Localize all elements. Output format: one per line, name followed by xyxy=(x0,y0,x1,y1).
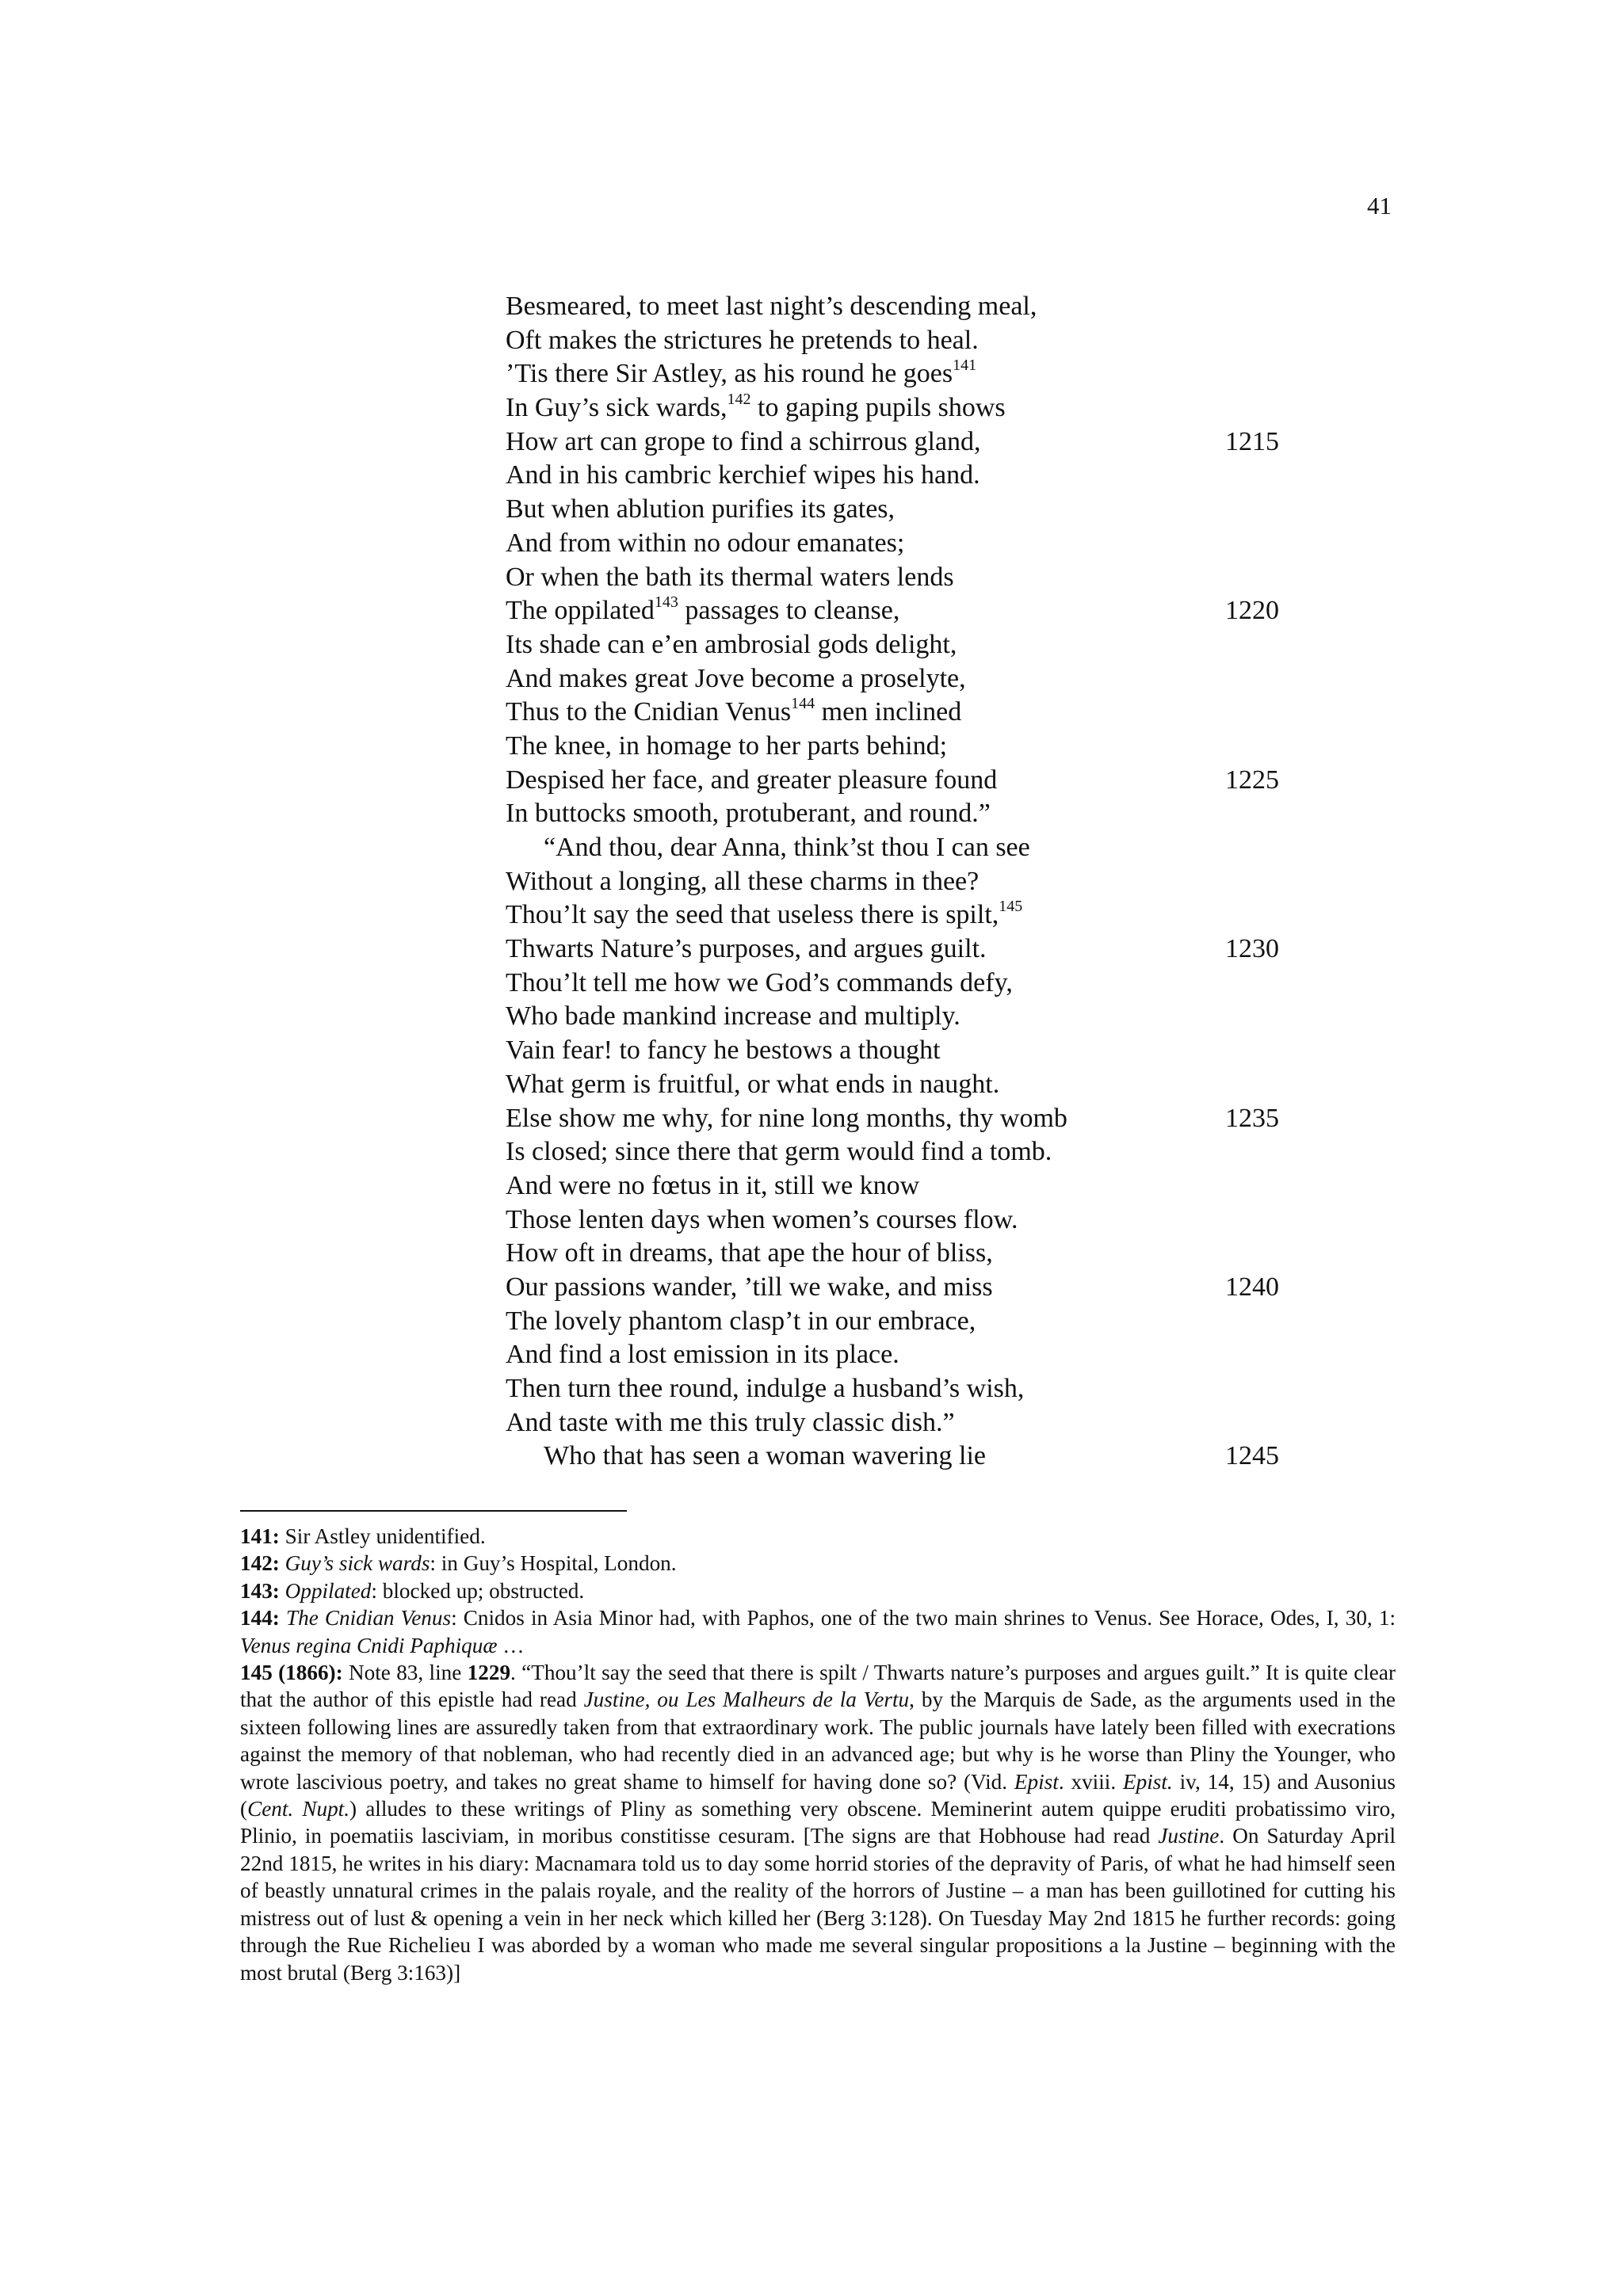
verse-text xyxy=(506,833,1030,862)
verse-text xyxy=(506,494,895,524)
footnote-label: 143: xyxy=(240,1578,280,1603)
text-run: Besmeared, to meet last night’s descending meal, xyxy=(506,292,1037,321)
line-number: 1240 xyxy=(1225,1272,1279,1302)
footnote xyxy=(240,1550,1396,1577)
text-run: : Cnidos in Asia Minor had, with Paphos, one of the two main shrines to Venus. See Horace, Odes, I, 30, 1: xyxy=(451,1606,1396,1630)
verse-line xyxy=(506,1068,1298,1102)
verse-line xyxy=(506,1135,1298,1169)
verse-text xyxy=(506,359,976,388)
text-run: And find a lost emission in its place. xyxy=(506,1340,899,1370)
footnote-label: 144: xyxy=(240,1606,280,1630)
footnote-label: 1229 xyxy=(467,1661,511,1685)
italic-text: Cent. Nupt. xyxy=(247,1797,350,1821)
verse-line xyxy=(506,1372,1298,1406)
italic-text: Justine xyxy=(1158,1824,1220,1848)
text-run: Who that has seen a woman wavering lie xyxy=(544,1441,986,1471)
text-run: Thou’lt say the seed that useless there is spilt, xyxy=(506,900,999,930)
line-number: 1230 xyxy=(1225,934,1279,964)
italic-text: Guy’s sick wards xyxy=(285,1551,430,1576)
verse-text xyxy=(506,528,904,558)
text-run: Or when the bath its thermal waters lends xyxy=(506,562,954,592)
italic-text: Venus regina Cnidi Paphiquæ xyxy=(240,1633,498,1657)
text-run: And makes great Jove become a proselyte, xyxy=(506,663,966,693)
text-run xyxy=(280,1606,286,1630)
verse-line xyxy=(506,594,1298,628)
footnote-label: 141: xyxy=(240,1524,280,1548)
text-run: Vain fear! to fancy he bestows a thought xyxy=(506,1035,941,1066)
text-run: Else show me why, for nine long months, thy womb xyxy=(506,1103,1067,1133)
text-run: Is closed; since there that germ would find a tomb. xyxy=(506,1137,1052,1167)
line-number: 1225 xyxy=(1225,765,1279,795)
footnote-ref: 144 xyxy=(791,694,815,712)
footnote-label: 145 (1866): xyxy=(240,1661,343,1685)
text-run: The knee, in homage to her parts behind; xyxy=(506,730,948,761)
italic-text: The Cnidian Venus xyxy=(285,1606,452,1630)
text-run: And taste with me this truly classic dish.” xyxy=(506,1407,955,1437)
text-run: Those lenten days when women’s courses flow. xyxy=(506,1204,1018,1234)
text-run: Its shade can e’en ambrosial gods delight, xyxy=(506,629,957,659)
verse-text xyxy=(506,1408,955,1437)
text-run xyxy=(280,1579,285,1603)
page-number: 41 xyxy=(1367,192,1392,219)
text-run: Then turn thee round, indulge a husband’s wish, xyxy=(506,1374,1025,1403)
verse-text xyxy=(506,427,981,456)
verse-text xyxy=(506,460,980,490)
verse-text xyxy=(506,1374,1024,1403)
verse-line xyxy=(506,831,1298,865)
verse-text xyxy=(506,326,979,355)
verse-text xyxy=(506,731,947,761)
text-run: In buttocks smooth, protuberant, and round.” xyxy=(506,799,991,829)
verse-text xyxy=(506,664,966,693)
poem-body xyxy=(506,290,1298,1474)
verse-text xyxy=(506,563,954,592)
text-run: Oft makes the strictures he pretends to heal. xyxy=(506,325,979,355)
footnotes xyxy=(240,1523,1396,1986)
text-run: Thou’lt tell me how we God’s commands defy, xyxy=(506,967,1013,997)
verse-line xyxy=(506,1237,1298,1271)
footnote xyxy=(240,1604,1396,1659)
text-run: Sir Astley unidentified. xyxy=(279,1524,486,1548)
verse-line xyxy=(506,1406,1298,1440)
verse-text xyxy=(506,593,900,626)
text-run: “And thou, dear Anna, think’st thou I can see xyxy=(544,833,1030,862)
text-run: But when ablution purifies its gates, xyxy=(506,494,896,524)
verse-line xyxy=(506,662,1298,696)
line-number: 1245 xyxy=(1225,1441,1279,1471)
verse-text xyxy=(506,630,957,659)
verse-text xyxy=(506,1104,1067,1133)
verse-text xyxy=(506,1238,993,1268)
line-number: 1220 xyxy=(1225,596,1279,626)
line-number: 1215 xyxy=(1225,426,1279,456)
verse-text xyxy=(506,292,1037,321)
verse-text xyxy=(506,1272,993,1302)
footnote xyxy=(240,1659,1396,1986)
verse-line xyxy=(506,1271,1298,1305)
verse-text xyxy=(506,1171,919,1200)
verse-line xyxy=(506,290,1298,324)
verse-line xyxy=(506,764,1298,798)
verse-text xyxy=(506,765,997,795)
footnote-label: 142: xyxy=(240,1551,280,1576)
verse-text xyxy=(506,1035,941,1065)
footnote-separator xyxy=(240,1510,627,1512)
text-run: . xviii. xyxy=(1058,1769,1124,1794)
text-run: , by the Marquis de Sade, as the arguments used in the sixteen following lines are assuredly taken from that extraordinary work. The public journals have lately been filled with execrations against the memory of that nobleman, who had recently died in an advanced age; but why is he worse than Pliny the Younger, who wrote lascivious poetry, and takes no great shame to himself for having done so? (Vid. xyxy=(240,1688,1396,1794)
text-run: … xyxy=(497,1633,525,1657)
text-run: iv, 14, 15) and Ausonius ( xyxy=(240,1769,1396,1821)
text-run: ’Tis there Sir Astley, as his round he goes xyxy=(506,359,953,389)
verse-text xyxy=(506,390,1006,423)
text-run: . “Thou’lt say the seed that there is spilt / Thwarts nature’s purposes and argues guilt.” It is quite clear that the author of this epistle had read xyxy=(240,1661,1396,1712)
text-run: And from within no odour emanates; xyxy=(506,528,905,558)
text-run: Without a longing, all these charms in thee? xyxy=(506,866,980,896)
text-run: Note 83, line xyxy=(342,1661,468,1685)
text-run: And were no fœtus in it, still we know xyxy=(506,1170,920,1200)
footnote-ref: 143 xyxy=(654,593,678,611)
verse-text xyxy=(506,1441,986,1470)
verse-text xyxy=(506,934,987,963)
italic-text: Justine, ou Les Malheurs de la Vertu xyxy=(583,1688,910,1712)
verse-line xyxy=(506,1305,1298,1339)
text-run: The oppilated xyxy=(506,596,655,626)
text-run: What germ is fruitful, or what ends in naught. xyxy=(506,1069,1000,1099)
verse-line xyxy=(506,357,1298,391)
verse-text xyxy=(506,799,991,828)
footnote-ref: 141 xyxy=(953,357,977,375)
verse-line xyxy=(506,797,1298,831)
text-run: passages to cleanse, xyxy=(678,596,900,626)
verse-line xyxy=(506,493,1298,527)
verse-line xyxy=(506,324,1298,358)
verse-line xyxy=(506,1034,1298,1068)
verse-line xyxy=(506,527,1298,561)
text-run: Who bade mankind increase and multiply. xyxy=(506,1001,960,1032)
verse-line xyxy=(506,1000,1298,1034)
verse-line xyxy=(506,730,1298,764)
verse-line xyxy=(506,391,1298,425)
italic-text: Epist. xyxy=(1123,1769,1173,1794)
footnote-ref: 145 xyxy=(999,898,1023,916)
text-run: How oft in dreams, that ape the hour of bliss, xyxy=(506,1238,993,1268)
verse-line xyxy=(506,1203,1298,1238)
verse-line xyxy=(506,865,1298,899)
text-run: How art can grope to find a schirrous gland, xyxy=(506,426,981,456)
text-run: to gaping pupils shows xyxy=(750,393,1006,423)
verse-line xyxy=(506,628,1298,662)
verse-line xyxy=(506,1169,1298,1203)
text-run: men inclined xyxy=(815,697,962,727)
verse-text xyxy=(506,900,1022,929)
verse-line xyxy=(506,1338,1298,1372)
verse-text xyxy=(506,1070,999,1099)
text-run: ) alludes to these writings of Pliny as something very obscene. Meminerint autem quippe eruditi probatissimo viro, Plinio, in poematiis lasciviam, in moribus constitisse cesuram. [The signs are that Hobhouse had read xyxy=(240,1797,1396,1848)
verse-line xyxy=(506,1440,1298,1474)
line-number: 1235 xyxy=(1225,1103,1279,1133)
text-run xyxy=(280,1551,285,1575)
verse-line xyxy=(506,967,1298,1001)
italic-text: Epist xyxy=(1014,1769,1059,1794)
verse-text xyxy=(506,1137,1052,1166)
verse-text xyxy=(506,1306,976,1336)
text-run: Thus to the Cnidian Venus xyxy=(506,697,792,727)
verse-line xyxy=(506,459,1298,493)
italic-text: Oppilated xyxy=(285,1578,372,1603)
text-run: Thwarts Nature’s purposes, and argues guilt. xyxy=(506,934,987,964)
footnote-ref: 142 xyxy=(727,390,751,408)
text-run: : in Guy’s Hospital, London. xyxy=(430,1551,677,1576)
verse-line xyxy=(506,933,1298,967)
text-run: The lovely phantom clasp’t in our embrace, xyxy=(506,1306,976,1336)
text-run: Our passions wander, ’till we wake, and miss xyxy=(506,1272,993,1302)
text-run: Despised her face, and greater pleasure found xyxy=(506,765,998,795)
text-run: And in his cambric kerchief wipes his hand. xyxy=(506,460,980,490)
verse-text xyxy=(506,694,962,727)
verse-text xyxy=(506,1205,1018,1234)
text-run: In Guy’s sick wards, xyxy=(506,393,727,423)
verse-text xyxy=(506,1340,899,1369)
verse-line xyxy=(506,1102,1298,1136)
verse-line xyxy=(506,898,1298,933)
verse-text xyxy=(506,1001,960,1031)
footnote xyxy=(240,1577,1396,1604)
verse-text xyxy=(506,867,979,896)
text-run: : blocked up; obstructed. xyxy=(371,1578,585,1603)
verse-line xyxy=(506,561,1298,595)
verse-line xyxy=(506,425,1298,460)
verse-line xyxy=(506,696,1298,730)
verse-text xyxy=(506,968,1013,997)
footnote xyxy=(240,1523,1396,1550)
text-run: . On Saturday April 22nd 1815, he writes in his diary: Macnamara told us to day some horrid stories of the depravity of Paris, of what he had himself seen of beastly unnatural crimes in the palais royale, and the reality of the horrors of Justine – a man has been guillotined for cutting his mistress out of lust & opening a vein in her neck which killed her (Berg 3:128). On Tuesday May 2nd 1815 he further records: going through the Rue Richelieu I was aborded by a woman who made me several singular propositions a la Justine – beginning with the most brutal (Berg 3:163)] xyxy=(240,1824,1396,1985)
